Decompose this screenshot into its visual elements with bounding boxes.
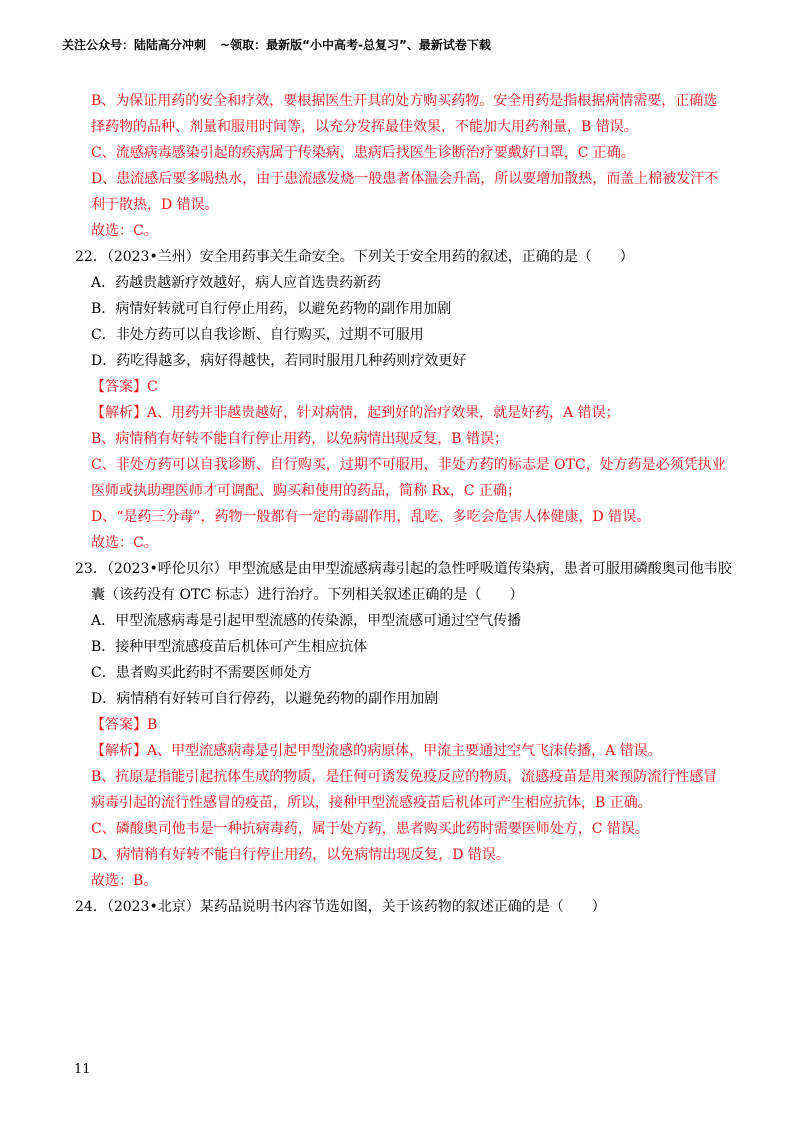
q23-option-a: A．甲型流感病毒是引起甲型流感的传染源，甲型流感可通过空气传播	[91, 613, 522, 629]
q23-option-d: D．病情稍有好转可自行停药，以避免药物的副作用加剧	[91, 691, 439, 707]
q23-title-line2: 囊（该药没有 OTC 标志）进行治疗。下列相关叙述正确的是（ ）	[91, 587, 524, 603]
q22-option-a: A．药越贵越新疗效越好，病人应首选贵药新药	[91, 275, 382, 291]
q23-title-line1: 23．（2023•呼伦贝尔）甲型流感是由甲型流感病毒引起的急性呼吸道传染病，患者可服用磷酸奥司他韦胶	[75, 561, 732, 577]
q22-option-d: D．药吃得越多，病好得越快，若同时服用几种药则疗效更好	[91, 353, 467, 369]
q23-analysis-b-line1: B、抗原是指能引起抗体生成的物质，是任何可诱发免疫反应的物质，流感疫苗是用来预防流行性感冒	[91, 769, 718, 785]
q22-option-b: B．病情好转就可自行停止用药，以避免药物的副作用加剧	[91, 301, 452, 317]
q23-option-c: C．患者购买此药时不需要医师处方	[91, 665, 312, 681]
q23-analysis-c: C、磷酸奥司他韦是一种抗病毒药，属于处方药，患者购买此药时需要医师处方，C 错误。	[91, 821, 649, 837]
q22-answer: 【答案】C	[91, 379, 158, 395]
q21-analysis-d-line2: 利于散热，D 错误。	[91, 197, 219, 213]
q22-title: 22．（2023•兰州）安全用药事关生命安全。下列关于安全用药的叙述，正确的是（ ）	[75, 249, 634, 265]
q23-analysis-b-line2: 病毒引起的流行性感冒的疫苗，所以，接种甲型流感疫苗后机体可产生相应抗体，B 正确。	[91, 795, 652, 811]
q21-analysis-d-line1: D、患流感后要多喝热水，由于患流感发烧一般患者体温会升高，所以要增加散热，而盖上棉被发汗不	[91, 171, 719, 187]
q21-analysis-b-line2: 择药物的品种、剂量和服用时间等，以充分发挥最佳效果，不能加大用药剂量，B 错误。	[91, 119, 638, 135]
q22-analysis-c-line2: 医师或执助理医师才可调配、购买和使用的药品，简称 Rx，C 正确；	[91, 483, 522, 499]
q21-analysis-b-line1: B、为保证用药的安全和疗效，要根据医生开具的处方购买药物。安全用药是指根据病情需要，正确选	[91, 93, 718, 109]
q22-analysis-d: D、“是药三分毒”，药物一般都有一定的毒副作用，乱吃、多吃会危害人体健康，D 错误。	[91, 509, 651, 525]
page-header	[62, 37, 762, 53]
q22-analysis-b: B、病情稍有好转不能自行停止用药，以免病情出现反复，B 错误；	[91, 431, 509, 447]
q22-analysis-a: 【解析】A、用药并非越贵越好，针对病情，起到好的治疗效果，就是好药，A 错误；	[91, 405, 620, 421]
q23-answer: 【答案】B	[91, 717, 158, 733]
q23-conclusion: 故选：B。	[91, 873, 158, 889]
q21-analysis-c: C、流感病毒感染引起的疾病属于传染病，患病后找医生诊断治疗要戴好口罩，C 正确。	[91, 145, 635, 161]
q22-analysis-c-line1: C、非处方药可以自我诊断、自行购买，过期不可服用，非处方药的标志是 OTC，处方药是必须凭执业	[91, 457, 726, 473]
header-left: 关注公众号：陆陆高分冲刺	[62, 38, 207, 52]
q21-conclusion: 故选：C。	[91, 223, 158, 239]
q22-option-c: C．非处方药可以自我诊断、自行购买，过期不可服用	[91, 327, 424, 343]
q23-option-b: B．接种甲型流感疫苗后机体可产生相应抗体	[91, 639, 368, 655]
document-body	[75, 88, 735, 920]
q24-title: 24．（2023•北京）某药品说明书内容节选如图，关于该药物的叙述正确的是（ ）	[75, 899, 606, 915]
q23-analysis-d: D、病情稍有好转不能自行停止用药，以免病情出现反复，D 错误。	[91, 847, 510, 863]
header-right: ~领取：最新版“小中高考-总复习”、最新试卷下载	[220, 38, 491, 52]
q23-analysis-a: 【解析】A、甲型流感病毒是引起甲型流感的病原体，甲流主要通过空气飞沫传播，A 错误。	[91, 743, 662, 759]
q22-conclusion: 故选：C。	[91, 535, 158, 551]
page-number: 11	[74, 1062, 91, 1077]
